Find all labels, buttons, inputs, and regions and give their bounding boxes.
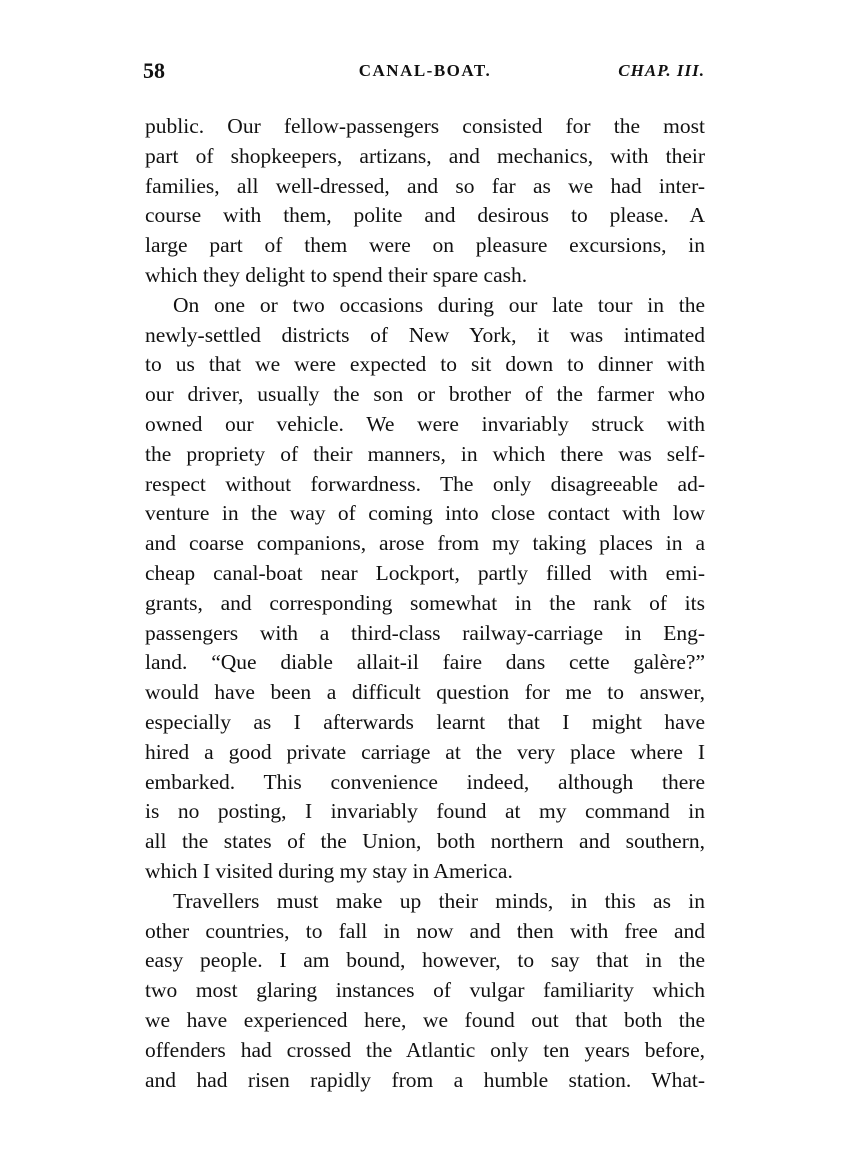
text-line: cheap canal-boat near Lockport, partly filled with emi- [145,560,705,585]
text-line: part of shopkeepers, artizans, and mechanics, with their [145,143,705,168]
text-line: public. Our fellow-passengers consisted for the most [145,114,705,138]
text-line: course with them, polite and desirous to please. A [145,203,705,228]
text-line: especially as I afterwards learnt that I might have [145,709,705,734]
chapter-reference: CHAP. III. [618,61,705,80]
text-line: offenders had crossed the Atlantic only ten years before, [145,1037,705,1062]
text-line: newly-settled districts of New York, it was intimated [145,322,705,347]
text-line: venture in the way of coming into close contact with low [145,501,705,526]
text-line: families, all well-dressed, and so far as we had inter- [145,173,705,198]
paragraph [145,887,705,1096]
text-line: respect without forwardness. The only disagreeable ad- [145,471,705,496]
text-line: Travellers must make up their minds, in this as in [173,888,705,913]
text-line: we have experienced here, we found out that both the [145,1007,705,1032]
text-line: our driver, usually the son or brother of the farmer who [145,382,705,407]
text-line: two most glaring instances of vulgar familiarity which [145,978,705,1003]
text-line: large part of them were on pleasure excursions, in [145,233,705,258]
text-line: passengers with a third-class railway-carriage in Eng- [145,620,705,645]
text-line: which they delight to spend their spare cash. [145,262,528,287]
running-head [145,58,705,92]
paragraph [145,291,705,887]
text-line: all the states of the Union, both northern and southern, [145,829,705,854]
text-line: and coarse companions, arose from my taking places in a [145,531,705,556]
text-line: embarked. This convenience indeed, although there [145,769,705,794]
text-line: and had risen rapidly from a humble station. What- [145,1067,705,1092]
text-line: easy people. I am bound, however, to say that in the [145,948,705,973]
book-page [145,58,705,1095]
page-number: 58 [143,58,165,83]
text-line: grants, and corresponding somewhat in the rank of its [145,590,705,615]
body-text [145,112,705,1095]
text-line: would have been a difficult question for me to answer, [145,680,705,705]
text-line: land. “Que diable allait-il faire dans cette galère?” [145,650,705,675]
text-line: hired a good private carriage at the very place where I [145,739,705,764]
paragraph [145,112,705,291]
text-line: the propriety of their manners, in which there was self- [145,441,705,466]
text-line: to us that we were expected to sit down to dinner with [145,352,705,377]
running-title: CANAL-BOAT. [358,61,492,80]
text-line: other countries, to fall in now and then with free and [145,918,705,943]
text-line: owned our vehicle. We were invariably struck with [145,411,705,436]
text-line: On one or two occasions during our late tour in the [173,292,705,317]
text-line: which I visited during my stay in America. [145,858,513,883]
text-line: is no posting, I invariably found at my command in [145,799,705,824]
